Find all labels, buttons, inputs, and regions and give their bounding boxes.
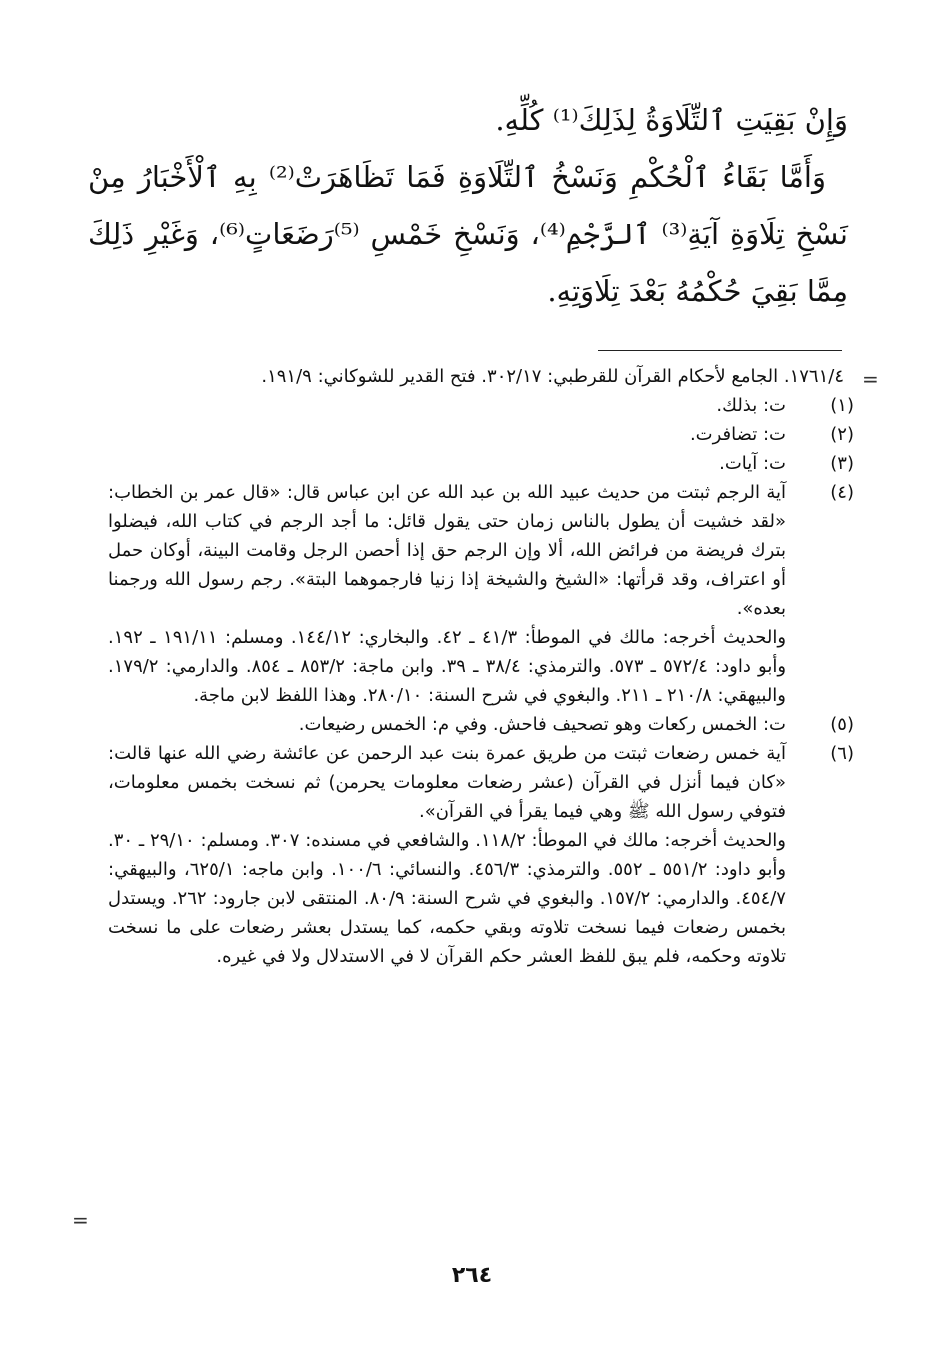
footnote-number: (٢)	[830, 424, 854, 445]
footnote-separator	[598, 350, 842, 351]
footnote-2	[108, 420, 854, 449]
footnote-text: آية الرجم ثبتت من حديث عبيد الله بن عبد الله عن ابن عباس قال: «قال عمر بن الخطاب: «لقد خشيت أن يطول بالناس زمان حتى يقول قائل: ما أجد الرجم في كتاب الله، فيضلوا بترك فريضة من فرائض الله، ألا وإن الرجم حق إذا أحصن الرجل وقامت البينة، أوكان حمل أو اعتراف، وقد قرأتها: «الشيخ والشيخة إذا زنيا فارجموهما البتة». رجم رسول الله ورجمنا بعده».	[108, 482, 786, 619]
footnote-1	[108, 391, 854, 420]
footnote-text: ت: تضافرت.	[689, 424, 786, 445]
footnote-references: والحديث أخرجه: مالك في الموطأ: ١١٨/٢. والشافعي في مسنده: ٣٠٧. ومسلم: ٢٩/١٠ ـ ٣٠. وأبو داود: ٥٥١/٢ ـ ٥٥٢. والترمذي: ٤٥٦/٣. والنسائي: ١٠٠/٦. وابن ماجه: ٦٢٥/١، والبيهقي: ٤٥٤/٧. والدارمي: ١٥٧/٢. والبغوي في شرح السنة: ٨٠/٩. المنتقى لابن جارود: ٢٦٢. ويستدل بخمس رضعات فيما نسخت تلاوته وبقي حكمه، كما يستدل بعشر رضعات على ما نسخت تلاوته وحكمه، فلم يبق للفظ العشر حكم القرآن لا في الاستدلال ولا في غيره.	[108, 830, 787, 967]
footnote-3	[108, 449, 854, 478]
footnote-text: ت: الخمس ركعات وهو تصحيف فاحش. وفي م: الخمس رضيعات.	[298, 714, 786, 735]
footnote-number: (١)	[830, 395, 854, 416]
main-text-block	[88, 92, 848, 320]
footnote-text: ت: بذلك.	[716, 395, 786, 416]
footnote-4	[108, 478, 854, 710]
footnote-number: (٥)	[830, 714, 854, 735]
main-text-paragraph-2: وَأَمَّا بَقَاءُ ٱلْحُكْمِ وَنَسْخُ ٱلتِّلَاوَةِ فَمَا تَظَاهَرَتْ⁽²⁾ بِهِ ٱلْأَخْبَارُ مِنْ نَسْخِ تِلَاوَةِ آيَةِ⁽³⁾ ٱلرَّجْمِ⁽⁴⁾، وَنَسْخِ خَمْسِ ⁽⁵⁾رَضَعَاتٍ⁽⁶⁾، وَغَيْرِ ذَلِكَ مِمَّا بَقِيَ حُكْمُهُ بَعْدَ تِلَاوَتِهِ.	[88, 160, 848, 308]
footnote-5	[108, 710, 854, 739]
page-number: ٢٦٤	[451, 1263, 493, 1288]
continuation-mark-bottom: =	[72, 1208, 89, 1232]
footnote-text: آية خمس رضعات ثبتت من طريق عمرة بنت عبد الرحمن عن عائشة رضي الله عنها قالت: «كان فيما أنزل في القرآن (عشر رضعات معلومات يحرمن) ثم نسخت بخمس معلومات، فتوفي رسول الله ﷺ وهي فيما يقرأ في القرآن».	[108, 743, 786, 822]
main-text-line-1: وَإِنْ بَقِيَتِ ٱلتِّلَاوَةُ لِذَلِكَ⁽¹⁾ كُلِّهِ.	[495, 103, 848, 137]
footnote-number: (٦)	[830, 743, 854, 764]
footnote-text: ت: آيات.	[719, 453, 786, 474]
footnote-number: (٤)	[830, 482, 854, 503]
footnote-references: والحديث أخرجه: مالك في الموطأ: ٤١/٣ ـ ٤٢. والبخاري: ١٤٤/١٢. ومسلم: ١٩١/١١ ـ ١٩٢. وأبو داود: ٥٧٢/٤ ـ ٥٧٣. والترمذي: ٣٨/٤ ـ ٣٩. وابن ماجة: ٨٥٣/٢ ـ ٨٥٤. والدارمي: ١٧٩/٢. والبيهقي: ٢١٠/٨ ـ ٢١١. والبغوي في شرح السنة: ٢٨٠/١٠. وهذا اللفظ لابن ماجة.	[108, 627, 787, 706]
footnote-6	[108, 739, 854, 971]
footnotes-section	[108, 362, 854, 971]
footnote-continuation	[108, 362, 844, 391]
footnote-number: (٣)	[830, 453, 854, 474]
footnote-continuation-text: ١٧٦١/٤. الجامع لأحكام القرآن للقرطبي: ٣٠٢/١٧. فتح القدير للشوكاني: ١٩١/٩.	[261, 366, 844, 387]
continuation-mark-top: =	[862, 367, 879, 391]
